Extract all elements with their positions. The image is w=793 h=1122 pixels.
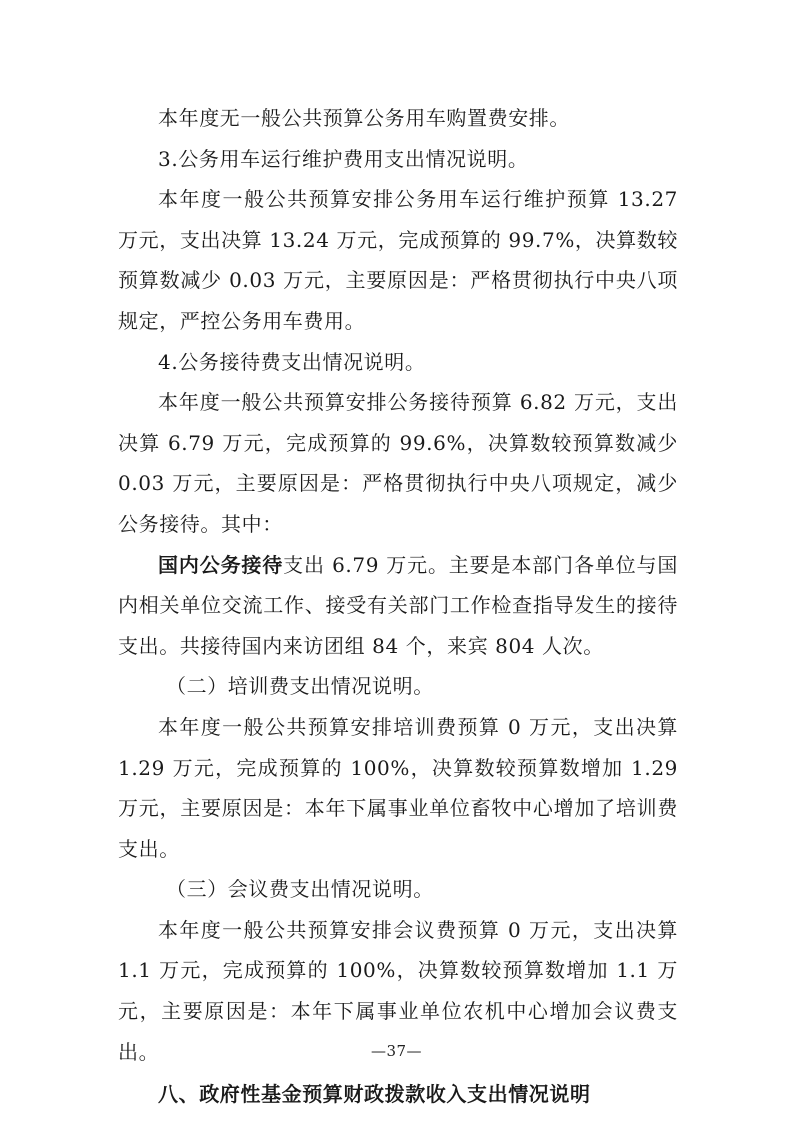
paragraph-training-fee: 本年度一般公共预算安排培训费预算 0 万元，支出决算 1.29 万元，完成预算的 100%，决算数较预算数增加 1.29 万元，主要原因是：本年下属事业单位畜牧中心增加了培训费支出。 (118, 714, 678, 861)
paragraph-official-reception: 本年度一般公共预算安排公务接待预算 6.82 万元，支出决算 6.79 万元，完成预算的 99.6%，决算数较预算数减少 0.03 万元，主要原因是：严格贯彻执行中央八项规定，减少公务接待。其中： (118, 390, 678, 536)
heading-meeting-fee: （三）会议费支出情况说明。 (166, 877, 434, 902)
page-number: —37— (370, 1042, 423, 1060)
heading-vehicle-maintenance: 3.公务用车运行维护费用支出情况说明。 (158, 146, 529, 171)
document-body (118, 98, 678, 1116)
section-heading-government-fund: 八、政府性基金预算财政拨款收入支出情况说明 (158, 1082, 591, 1107)
domestic-reception-text: 支出 6.79 万元。主要是本部门各单位与国内相关单位交流工作、接受有关部门工作检查指导发生的接待支出。共接待国内来访团组 84 个，来宾 804 人次。 (118, 552, 678, 658)
paragraph-no-vehicle-purchase: 本年度无一般公共预算公务用车购置费安排。 (158, 106, 570, 130)
heading-training-fee: （二）培训费支出情况说明。 (166, 674, 434, 699)
heading-official-reception: 4.公务接待费支出情况说明。 (158, 349, 426, 374)
paragraph-domestic-reception (118, 545, 678, 667)
paragraph-vehicle-maintenance: 本年度一般公共预算安排公务用车运行维护预算 13.27 万元，支出决算 13.24 万元，完成预算的 99.7%，决算数较预算数减少 0.03 万元，主要原因是：严格贯彻执行中央八项规定，严控公务用车费用。 (118, 187, 678, 333)
paragraph-meeting-fee: 本年度一般公共预算安排会议费预算 0 万元，支出决算 1.1 万元，完成预算的 100%，决算数较预算数增加 1.1 万元，主要原因是：本年下属事业单位农机中心增加会议费支出。 (118, 917, 678, 1064)
domestic-reception-label: 国内公务接待 (158, 552, 284, 577)
